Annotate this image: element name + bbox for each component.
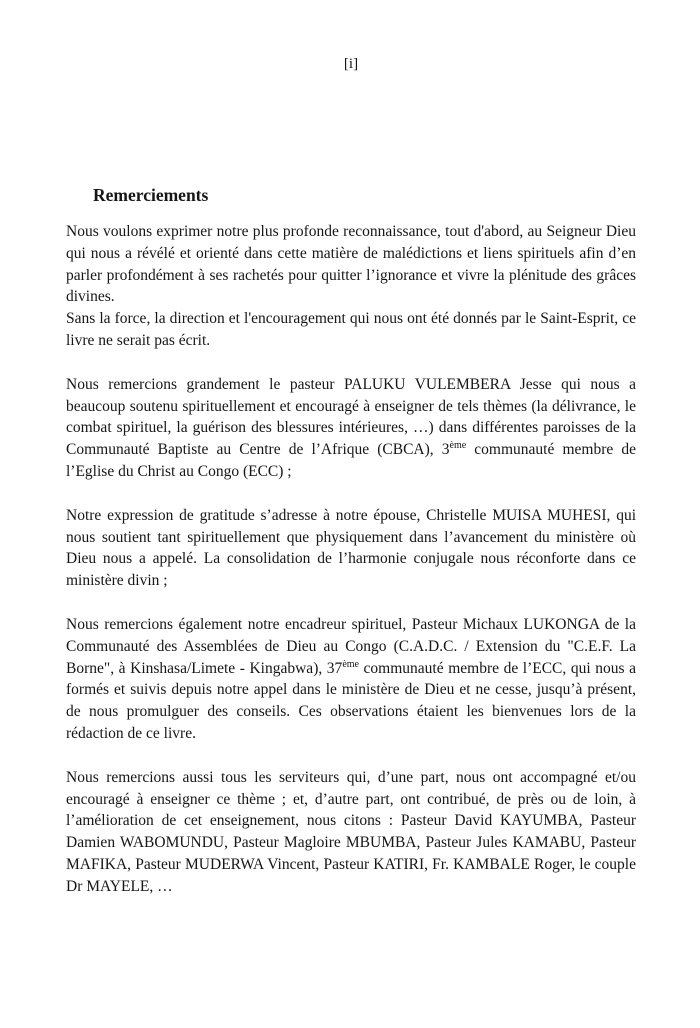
paragraph-text: Notre expression de gratitude s’adresse à notre épouse, Christelle MUISA MUHESI, qui nous soutient tant spirituellement que physiquement dans l’avancement du ministère où Dieu nous a appelé. La consolidation de l’harmonie conjugale nous réconforte dans ce ministère divin ; — [66, 506, 636, 590]
paragraph-3 — [66, 505, 636, 592]
paragraph-1 — [66, 221, 636, 352]
section-heading: Remerciements — [93, 185, 209, 205]
paragraph-2 — [66, 374, 636, 483]
superscript-ordinal: ème — [342, 658, 359, 670]
paragraph-text: Nous remercions grandement le pasteur PALUKU VULEMBERA Jesse qui nous a beaucoup soutenu spirituellement et encouragé à enseigner de tels thèmes (la délivrance, le combat spirituel, la guérison des blessures intérieures, …) dans différentes paroisses de la Communauté Baptiste au Centre de l’Afrique (CBCA), 3 — [66, 375, 636, 459]
page-number: [i] — [343, 56, 359, 72]
paragraph-text: communauté membre de l’ECC, qui nous a formés et suivis depuis notre appel dans le ministère de Dieu et ne cesse, jusqu’à présent, de nous promulguer des conseils. Ces observations étaient les bienvenues lors de la rédaction de ce livre. — [66, 659, 636, 742]
paragraph-text: communauté membre de l’Eglise du Christ au Congo (ECC) ; — [66, 441, 637, 480]
paragraph-text: Sans la force, la direction et l'encouragement qui nous ont été donnés par le Saint-Esprit, ce livre ne serait pas écrit. — [66, 310, 636, 349]
superscript-ordinal: ème — [449, 440, 467, 452]
paragraph-text: Nous remercions également notre encadreur spirituel, Pasteur Michaux LUKONGA de la Communauté des Assemblées de Dieu au Congo (C.A.D.C. / Extension du "C.E.F. La Borne", à Kinshasa/Limete - Kingabwa), 37 — [66, 615, 636, 677]
paragraph-4 — [66, 614, 636, 745]
paragraph-text: Nous remercions aussi tous les serviteurs qui, d’une part, nous ont accompagné et/ou encouragé à enseigner ce thème ; et, d’autre part, ont contribué, de près ou de loin, à l’amélioration de cet enseignement, nous citons : Pasteur David KAYUMBA, Pasteur Damien WABOMUNDU, Pasteur Magloire MBUMBA, Pasteur Jules KAMABU, Pasteur MAFIKA, Pasteur MUDERWA Vincent, Pasteur KATIRI, Fr. KAMBALE Roger, le couple Dr MAYELE, … — [66, 768, 636, 895]
paragraph-5 — [66, 767, 636, 898]
paragraph-text: Nous voulons exprimer notre plus profonde reconnaissance, tout d'abord, au Seigneur Dieu qui nous a révélé et orienté dans cette matière de malédictions et liens spirituels afin d’en parler profondément à ses rachetés pour quitter l’ignorance et vivre la plénitude des grâces divines. — [66, 223, 636, 306]
